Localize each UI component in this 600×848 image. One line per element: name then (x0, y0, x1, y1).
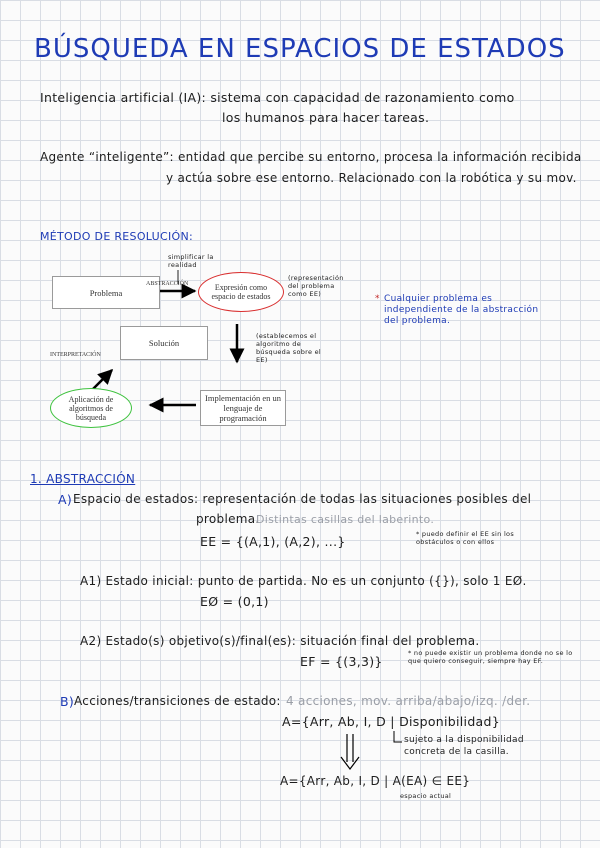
interpretacion-label: INTERPRETACIÓN (50, 352, 101, 358)
e0-formula: EØ = (0,1) (200, 594, 269, 609)
note-simplificar: simplificar la realidad (168, 253, 214, 269)
a2-line: A2) Estado(s) objetivo(s)/final(es): situación final del problema. (80, 634, 480, 648)
b-label: B) (60, 694, 75, 709)
double-arrow-down (336, 732, 366, 772)
note-establecemos: (establecemos el algoritmo de búsqueda sobre el EE) (256, 332, 322, 364)
problema-box: Problema (52, 276, 160, 309)
expresion-text: Expresión como espacio de estados (211, 283, 271, 301)
ef-note: * no puede existir un problema donde no se lo que quiero conseguir, siempre hay EF. (408, 649, 573, 665)
a-line2-grey: Distintas casillas del laberinto. (256, 513, 435, 526)
a-formula2: A={Arr, Ab, I, D | A(EA) ∈ EE} (280, 774, 471, 788)
agente-definition-line1: Agente “inteligente”: entidad que percibe su entorno, procesa la información recibida (40, 150, 582, 164)
ia-definition-line1: Inteligencia artificial (IA): sistema con capacidad de razonamiento como (40, 90, 515, 105)
a1-line: A1) Estado inicial: punto de partida. No es un conjunto ({}), solo 1 EØ. (80, 574, 527, 588)
b-grey-text: 4 acciones, mov. arriba/abajo/izq. /der. (286, 694, 531, 708)
b-text: Acciones/transiciones de estado: (74, 694, 281, 708)
metodo-heading: MÉTODO DE RESOLUCIÓN: (40, 230, 194, 243)
solucion-box: Solución (120, 326, 208, 360)
ef-formula: EF = {(3,3)} (300, 654, 383, 669)
side-note-star: * (375, 294, 380, 304)
aplicacion-text: Aplicación de algoritmos de búsqueda (68, 394, 114, 422)
abstraccion-label: ABSTRACCIÓN (146, 281, 189, 287)
a-formula1: A={Arr, Ab, I, D | Disponibilidad} (282, 714, 501, 729)
espacio-actual-note: espacio actual (400, 792, 452, 800)
expresion-oval (198, 272, 284, 312)
a-line1: Espacio de estados: representación de todas las situaciones posibles del (73, 492, 532, 506)
a-label: A) (58, 492, 73, 507)
ia-definition-line2: los humanos para hacer tareas. (222, 110, 430, 125)
agente-definition-line2: y actúa sobre ese entorno. Relacionado con la robótica y su mov. (166, 171, 577, 185)
side-note-text: Cualquier problema es independiente de la abstracción del problema. (384, 294, 539, 326)
arrow-up-right (92, 370, 112, 390)
page-title: BÚSQUEDA EN ESPACIOS DE ESTADOS (34, 34, 566, 64)
bracket-arrow (392, 730, 404, 746)
ee-note: * puedo definir el EE sin los obstáculos o con ellos (416, 530, 515, 546)
note-representacion: (representación del problema como EE) (288, 274, 344, 298)
abstraccion-heading: 1. ABSTRACCIÓN (30, 472, 136, 486)
a-line2: problema. (196, 512, 260, 526)
aplicacion-oval (50, 388, 132, 428)
implementacion-box (200, 390, 286, 426)
implementacion-text: Implementación en un lenguaje de programación (205, 393, 282, 423)
ee-formula: EE = {(A,1), (A,2), ...} (200, 534, 346, 549)
sujeto-note: sujeto a la disponibilidad concreta de la casilla. (404, 735, 524, 757)
